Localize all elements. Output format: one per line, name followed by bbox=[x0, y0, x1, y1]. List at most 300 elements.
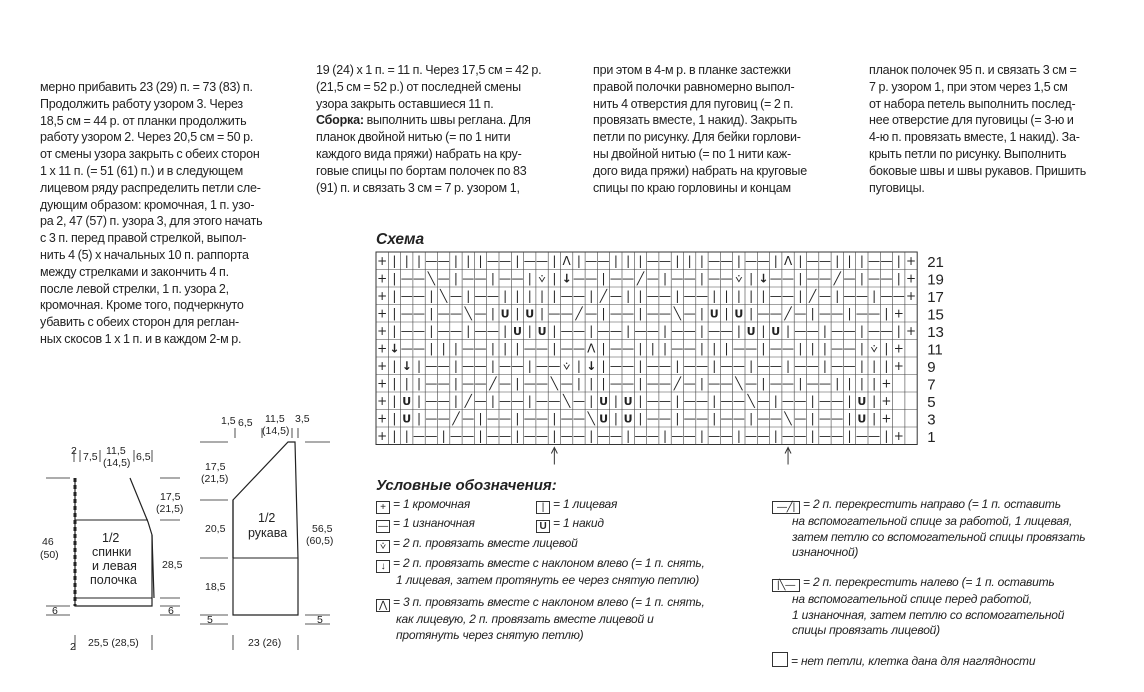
chart-symbol: — bbox=[511, 271, 524, 286]
chart-symbol: — bbox=[560, 306, 573, 321]
back-h285: 28,5 bbox=[162, 559, 183, 571]
chart-symbol: — bbox=[769, 358, 782, 373]
chart-symbol: — bbox=[474, 306, 487, 321]
chart-symbol: | bbox=[453, 393, 458, 408]
back-top-75: 7,5 bbox=[83, 451, 98, 463]
chart-symbol: ╲ bbox=[747, 393, 755, 408]
chart-symbol: | bbox=[675, 393, 680, 408]
chart-symbol: — bbox=[683, 323, 696, 338]
chart-symbol: — bbox=[585, 306, 598, 321]
chart-symbol: ↓ bbox=[401, 358, 412, 373]
chart-symbol: — bbox=[536, 411, 549, 426]
chart-symbol: ╱ bbox=[673, 376, 681, 391]
chart-symbol: — bbox=[400, 323, 413, 338]
chart-symbol: | bbox=[761, 341, 766, 356]
chart-symbol: — bbox=[769, 271, 782, 286]
chart-symbol: — bbox=[597, 323, 610, 338]
back-h50: (50) bbox=[40, 549, 59, 561]
chart-symbol: | bbox=[749, 271, 754, 286]
chart-symbol: — bbox=[683, 393, 696, 408]
chart-row-number: 5 bbox=[927, 393, 936, 411]
chart-symbol: — bbox=[523, 428, 536, 443]
chart-symbol: — bbox=[880, 323, 893, 338]
chart-row-number: 13 bbox=[927, 323, 944, 341]
chart-symbol: | bbox=[527, 323, 532, 338]
chart-symbol: — bbox=[437, 411, 450, 426]
chart-symbol: | bbox=[613, 411, 618, 426]
k2tog-icon: ⩒ bbox=[376, 540, 390, 553]
chart-symbol: — bbox=[855, 288, 868, 303]
chart-symbol: ╲ bbox=[440, 288, 448, 303]
chart-symbol: — bbox=[437, 306, 450, 321]
chart-symbol: — bbox=[474, 376, 487, 391]
chart-row-number: 3 bbox=[927, 411, 936, 429]
chart-symbol: — bbox=[782, 288, 795, 303]
sleeve-t65: 6,5 bbox=[238, 417, 253, 429]
chart-symbol: — bbox=[831, 341, 844, 356]
chart-symbol: — bbox=[769, 306, 782, 321]
chart-symbol: | bbox=[429, 288, 434, 303]
chart-symbol: — bbox=[757, 358, 770, 373]
chart-symbol: — bbox=[683, 271, 696, 286]
chart-symbol: — bbox=[782, 428, 795, 443]
chart-symbol: | bbox=[884, 358, 889, 373]
text-line: 18,5 см = 44 р. от планки продолжить bbox=[40, 113, 247, 128]
chart-symbol: | bbox=[392, 358, 397, 373]
chart-symbol: | bbox=[847, 306, 852, 321]
chart-symbol: — bbox=[536, 253, 549, 268]
chart-symbol: — bbox=[818, 271, 831, 286]
chart-symbol: — bbox=[560, 411, 573, 426]
sleeve-t35: 3,5 bbox=[295, 413, 310, 425]
chart-symbol: U bbox=[402, 412, 412, 426]
text-column-4 bbox=[869, 62, 1131, 196]
chart-symbol: — bbox=[855, 306, 868, 321]
chart-symbol: | bbox=[601, 376, 606, 391]
chart-symbol: | bbox=[601, 306, 606, 321]
chart-symbol: | bbox=[613, 393, 618, 408]
chart-symbol: — bbox=[868, 271, 881, 286]
chart-symbol: — bbox=[486, 411, 499, 426]
chart-symbol: | bbox=[589, 288, 594, 303]
chart-symbol: — bbox=[413, 306, 426, 321]
chart-symbol: | bbox=[822, 358, 827, 373]
chart-symbol: | bbox=[478, 253, 483, 268]
text-line: от смены узора закрыть с обеих сторон bbox=[40, 147, 260, 162]
chart-symbol: — bbox=[769, 376, 782, 391]
legend-edge: + = 1 кромочная bbox=[376, 497, 470, 514]
chart-symbol: | bbox=[773, 393, 778, 408]
chart-symbol: — bbox=[622, 358, 635, 373]
chart-symbol: — bbox=[400, 341, 413, 356]
chart-symbol: | bbox=[490, 341, 495, 356]
text-column-3 bbox=[593, 62, 853, 196]
chart-symbol: — bbox=[720, 376, 733, 391]
chart-symbol: | bbox=[626, 253, 631, 268]
chart-symbol: | bbox=[724, 288, 729, 303]
chart-symbol: — bbox=[609, 323, 622, 338]
chart-symbol: — bbox=[572, 428, 585, 443]
chart-symbol: — bbox=[400, 288, 413, 303]
chart-symbol: — bbox=[646, 428, 659, 443]
chart-symbol: — bbox=[462, 358, 475, 373]
chart-symbol: — bbox=[745, 341, 758, 356]
chart-symbol: — bbox=[659, 253, 672, 268]
text-line: 1 х 11 п. (= 51 (61) п.) и в следующем bbox=[40, 163, 244, 178]
chart-symbol: | bbox=[847, 253, 852, 268]
back-top-65: 6,5 bbox=[136, 451, 151, 463]
chart-symbol: — bbox=[597, 253, 610, 268]
chart-symbol: — bbox=[806, 323, 819, 338]
legend-cross-right: —╱| = 2 п. перекрестить направо (= 1 п. оставить на вспомогательной спице за работой, 1 лицевая, затем петлю со вспомогательной спицы провязать изнаночной) bbox=[772, 497, 1085, 561]
chart-symbol: — bbox=[843, 271, 856, 286]
chart-symbol: + bbox=[377, 306, 388, 321]
chart-symbol: U bbox=[857, 394, 867, 408]
text-line: нее отверстие для пуговицы (= 3-ю и bbox=[869, 113, 1074, 128]
chart-symbol: — bbox=[708, 271, 721, 286]
chart-symbol: — bbox=[794, 306, 807, 321]
chart-symbol: | bbox=[453, 358, 458, 373]
chart-symbol: — bbox=[671, 341, 684, 356]
back-h175: 17,5 bbox=[160, 491, 181, 503]
text-line: правой полочки равномерно выпол- bbox=[593, 79, 795, 94]
chart-row-number: 15 bbox=[927, 306, 944, 324]
chart-symbol: — bbox=[732, 411, 745, 426]
chart-symbol: — bbox=[413, 428, 426, 443]
chart-symbol: | bbox=[392, 253, 397, 268]
chart-symbol: — bbox=[572, 323, 585, 338]
chart-symbol: | bbox=[515, 288, 520, 303]
chart-symbol: | bbox=[453, 341, 458, 356]
chart-symbol: — bbox=[769, 411, 782, 426]
back-top-2: 2 bbox=[71, 445, 77, 457]
chart-symbol: | bbox=[601, 271, 606, 286]
chart-symbol: — bbox=[683, 306, 696, 321]
chart-symbol: | bbox=[613, 253, 618, 268]
text-line: (91) п. и связать 3 см = 7 р. узором 1, bbox=[316, 180, 520, 195]
chart-symbol: — bbox=[806, 271, 819, 286]
chart-row-number: 9 bbox=[927, 358, 936, 376]
chart-symbol: U bbox=[746, 324, 756, 338]
chart-symbol: — bbox=[720, 428, 733, 443]
chart-symbol: — bbox=[486, 323, 499, 338]
legend-no-stitch: = нет петли, клетка дана для наглядности bbox=[772, 652, 1035, 670]
chart-symbol: | bbox=[699, 253, 704, 268]
chart-symbol: — bbox=[794, 358, 807, 373]
chart-symbol: — bbox=[806, 376, 819, 391]
chart-symbol: — bbox=[572, 341, 585, 356]
chart-symbol: — bbox=[425, 253, 438, 268]
chart-symbol: | bbox=[896, 323, 901, 338]
chart-symbol: — bbox=[757, 306, 770, 321]
chart-row-number: 7 bbox=[927, 376, 936, 394]
chart-symbol: — bbox=[720, 411, 733, 426]
chart-symbol: | bbox=[810, 428, 815, 443]
chart-symbol: — bbox=[683, 358, 696, 373]
chart-symbol: ╱ bbox=[464, 393, 472, 408]
chart-symbol: + bbox=[906, 253, 917, 268]
chart-symbol: | bbox=[749, 411, 754, 426]
chart-row-number: 21 bbox=[927, 253, 944, 271]
chart-symbol: — bbox=[683, 341, 696, 356]
purl-stitch-icon: — bbox=[376, 520, 390, 533]
assembly-heading: Сборка: bbox=[316, 113, 364, 128]
chart-symbol: ⩒ bbox=[870, 341, 878, 356]
chart-symbol: — bbox=[868, 428, 881, 443]
chart-symbol: | bbox=[872, 358, 877, 373]
chart-symbol: | bbox=[663, 341, 668, 356]
chart-symbol: ╲ bbox=[673, 306, 681, 321]
chart-symbol: | bbox=[761, 288, 766, 303]
text-line: работу узором 2. Через 20,5 см = 50 р. bbox=[40, 130, 254, 145]
chart-symbol: | bbox=[798, 341, 803, 356]
chart-symbol: — bbox=[486, 428, 499, 443]
no-stitch-icon bbox=[772, 652, 788, 667]
chart-symbol: — bbox=[769, 288, 782, 303]
chart-symbol: ╲ bbox=[563, 393, 571, 408]
chart-symbol: | bbox=[810, 393, 815, 408]
text-column-1 bbox=[40, 79, 302, 348]
chart-symbol: — bbox=[708, 428, 721, 443]
chart-row-number: 19 bbox=[927, 271, 944, 289]
chart-symbol: | bbox=[392, 323, 397, 338]
chart-symbol: | bbox=[761, 323, 766, 338]
chart-symbol: — bbox=[646, 306, 659, 321]
chart-symbol: — bbox=[536, 341, 549, 356]
chart-symbol: — bbox=[708, 253, 721, 268]
chart-symbol: | bbox=[835, 253, 840, 268]
text-line: боковые швы и швы рукавов. Пришить bbox=[869, 163, 1087, 178]
sleeve-l185: 18,5 bbox=[205, 581, 226, 593]
chart-symbol: — bbox=[413, 323, 426, 338]
chart-symbol: — bbox=[597, 428, 610, 443]
chart-symbol: ╱ bbox=[599, 288, 608, 303]
chart-symbol: | bbox=[699, 271, 704, 286]
chart-symbol: — bbox=[659, 358, 672, 373]
chart-symbol: — bbox=[622, 376, 635, 391]
chart-symbol: — bbox=[720, 253, 733, 268]
text-line: после левой стрелки, 1 п. узора 2, bbox=[40, 281, 229, 296]
chart-row-number: 17 bbox=[927, 288, 944, 306]
chart-symbol: | bbox=[392, 376, 397, 391]
chart-symbol: | bbox=[712, 341, 717, 356]
chart-symbol: — bbox=[843, 341, 856, 356]
sleeve-t115: 11,5 bbox=[265, 413, 285, 425]
chart-symbol: | bbox=[687, 253, 692, 268]
chart-symbol: | bbox=[847, 411, 852, 426]
text-line: с 3 п. перед правой стрелкой, выпол- bbox=[40, 231, 247, 246]
chart-symbol: — bbox=[474, 341, 487, 356]
chart-symbol: + bbox=[377, 288, 388, 303]
chart-symbol: ╱ bbox=[784, 306, 792, 321]
chart-symbol: | bbox=[896, 253, 901, 268]
chart-symbol: | bbox=[810, 341, 815, 356]
chart-symbol: | bbox=[699, 323, 704, 338]
chart-symbol: | bbox=[392, 393, 397, 408]
text-line: петли по рисунку. Для бейки горлови- bbox=[593, 130, 801, 145]
chart-symbol: — bbox=[462, 376, 475, 391]
chart-symbol: Λ bbox=[587, 341, 596, 356]
chart-symbol: — bbox=[659, 376, 672, 391]
text-line: дого вида пряжи) набрать на круговые bbox=[593, 163, 807, 178]
chart-symbol: — bbox=[745, 376, 758, 391]
chart-symbol: | bbox=[552, 271, 557, 286]
chart-symbol: | bbox=[576, 358, 581, 373]
cross-left-icon: |╲— bbox=[772, 579, 800, 592]
chart-symbol: | bbox=[601, 358, 606, 373]
chart-symbol: + bbox=[893, 428, 904, 443]
chart-symbol: — bbox=[646, 253, 659, 268]
text-line: от набора петель выполнить послед- bbox=[869, 96, 1076, 111]
back-bot-2: 2 bbox=[70, 641, 76, 653]
chart-symbol: | bbox=[441, 341, 446, 356]
chart-symbol: — bbox=[794, 393, 807, 408]
text-line: говые спицы по бортам полочек по 83 bbox=[316, 163, 527, 178]
chart-symbol: — bbox=[646, 323, 659, 338]
chart-symbol: U bbox=[525, 307, 535, 321]
chart-symbol: | bbox=[392, 288, 397, 303]
sleeve-label-1: 1/2 bbox=[258, 511, 276, 525]
chart-symbol: | bbox=[761, 376, 766, 391]
chart-symbol: — bbox=[425, 376, 438, 391]
chart-symbol: | bbox=[724, 341, 729, 356]
sleeve-l205: 20,5 bbox=[205, 523, 226, 535]
chart-symbol: — bbox=[831, 306, 844, 321]
chart-symbol: | bbox=[786, 323, 791, 338]
text-line: дующим образом: кромочная, 1 п. узо- bbox=[40, 197, 255, 212]
chart-symbol: — bbox=[782, 271, 795, 286]
chart-symbol: — bbox=[646, 393, 659, 408]
chart-symbol: | bbox=[835, 376, 840, 391]
chart-symbol: — bbox=[622, 306, 635, 321]
chart-symbol: — bbox=[695, 393, 708, 408]
chart-symbol: — bbox=[757, 393, 770, 408]
sleeve-r5: 5 bbox=[317, 614, 323, 626]
chart-symbol: | bbox=[453, 376, 458, 391]
chart-symbol: | bbox=[453, 271, 458, 286]
chart-symbol: | bbox=[675, 288, 680, 303]
chart-symbol: — bbox=[474, 271, 487, 286]
chart-symbol: + bbox=[893, 358, 904, 373]
chart-symbol: — bbox=[843, 323, 856, 338]
chart-symbol: — bbox=[794, 411, 807, 426]
text-line: 19 (24) х 1 п. = 11 п. Через 17,5 см = 42 р. bbox=[316, 63, 542, 77]
chart-symbol: — bbox=[732, 341, 745, 356]
legend-purl: — = 1 изнаночная bbox=[376, 516, 475, 533]
chart-symbol: | bbox=[392, 271, 397, 286]
chart-symbol: — bbox=[818, 411, 831, 426]
chart-symbol: — bbox=[695, 288, 708, 303]
sleeve-l5: 5 bbox=[207, 614, 213, 626]
chart-symbol: — bbox=[486, 253, 499, 268]
chart-symbol: — bbox=[646, 411, 659, 426]
chart-symbol: | bbox=[773, 428, 778, 443]
chart-symbol: — bbox=[486, 288, 499, 303]
chart-symbol: | bbox=[626, 428, 631, 443]
back-bot-w: 25,5 (28,5) bbox=[88, 637, 139, 649]
chart-symbol: — bbox=[499, 428, 512, 443]
chart-symbol: | bbox=[417, 376, 422, 391]
chart-symbol: — bbox=[560, 288, 573, 303]
chart-symbol: | bbox=[527, 271, 532, 286]
chart-symbol: | bbox=[527, 358, 532, 373]
chart-symbol: — bbox=[536, 393, 549, 408]
chart-symbol: | bbox=[749, 306, 754, 321]
text-line: между стрелками и закончить 4 п. bbox=[40, 264, 229, 279]
chart-symbol: | bbox=[466, 288, 471, 303]
chart-symbol: — bbox=[868, 253, 881, 268]
chart-symbol: | bbox=[749, 288, 754, 303]
chart-symbol: — bbox=[609, 341, 622, 356]
sleeve-t15: 1,5 bbox=[221, 415, 236, 427]
chart-symbol: | bbox=[404, 253, 409, 268]
chart-symbol: | bbox=[552, 411, 557, 426]
chart-symbol: | bbox=[675, 358, 680, 373]
chart-symbol: | bbox=[749, 358, 754, 373]
chart-symbol: — bbox=[449, 306, 462, 321]
chart-symbol: | bbox=[859, 358, 864, 373]
chart-symbol: — bbox=[757, 411, 770, 426]
chart-symbol: — bbox=[499, 376, 512, 391]
chart-symbol: | bbox=[859, 253, 864, 268]
chart-symbol: — bbox=[462, 428, 475, 443]
chart-symbol: | bbox=[429, 323, 434, 338]
ssk-icon: ↓ bbox=[376, 560, 390, 573]
chart-symbol: U bbox=[623, 394, 633, 408]
chart-symbol: | bbox=[699, 341, 704, 356]
chart-symbol: — bbox=[572, 271, 585, 286]
cross-right-icon: —╱| bbox=[772, 501, 800, 514]
chart-symbol: ╱ bbox=[809, 288, 817, 303]
chart-symbol: — bbox=[511, 358, 524, 373]
chart-symbol: + bbox=[377, 271, 388, 286]
chart-symbol: — bbox=[536, 376, 549, 391]
chart-symbol: | bbox=[859, 323, 864, 338]
chart-symbol: — bbox=[609, 271, 622, 286]
chart-symbol: | bbox=[872, 393, 877, 408]
chart-symbol: | bbox=[736, 428, 741, 443]
chart-symbol: — bbox=[585, 271, 598, 286]
text-line: спицы по краю горловины и концам bbox=[593, 180, 791, 195]
chart-symbol: — bbox=[499, 271, 512, 286]
chart-symbol: — bbox=[523, 376, 536, 391]
chart-symbol: — bbox=[671, 428, 684, 443]
text-line: нить 4 (5) х начальных 10 п. раппорта bbox=[40, 247, 249, 262]
chart-symbol: + bbox=[906, 271, 917, 286]
chart-symbol: — bbox=[720, 393, 733, 408]
chart-symbol: — bbox=[462, 411, 475, 426]
text-column-2 bbox=[316, 62, 576, 196]
chart-symbol: — bbox=[806, 358, 819, 373]
chart-symbol: | bbox=[699, 306, 704, 321]
chart-symbol: + bbox=[377, 323, 388, 338]
chart-symbol: — bbox=[548, 358, 561, 373]
chart-symbol: — bbox=[622, 271, 635, 286]
text-line: нить 4 отверстия для пуговиц (= 2 п. bbox=[593, 96, 794, 111]
chart-symbol: | bbox=[872, 411, 877, 426]
chart-symbol: | bbox=[527, 393, 532, 408]
chart-symbol: | bbox=[884, 341, 889, 356]
chart-symbol: — bbox=[683, 428, 696, 443]
chart-symbol: — bbox=[523, 253, 536, 268]
legend-k2tog: ⩒ = 2 п. провязать вместе лицевой bbox=[376, 536, 578, 553]
chart-symbol: | bbox=[589, 323, 594, 338]
chart-symbol: — bbox=[708, 323, 721, 338]
chart-symbol: — bbox=[413, 288, 426, 303]
chart-symbol: | bbox=[503, 323, 508, 338]
chart-symbol: — bbox=[659, 306, 672, 321]
chart-symbol: | bbox=[552, 323, 557, 338]
